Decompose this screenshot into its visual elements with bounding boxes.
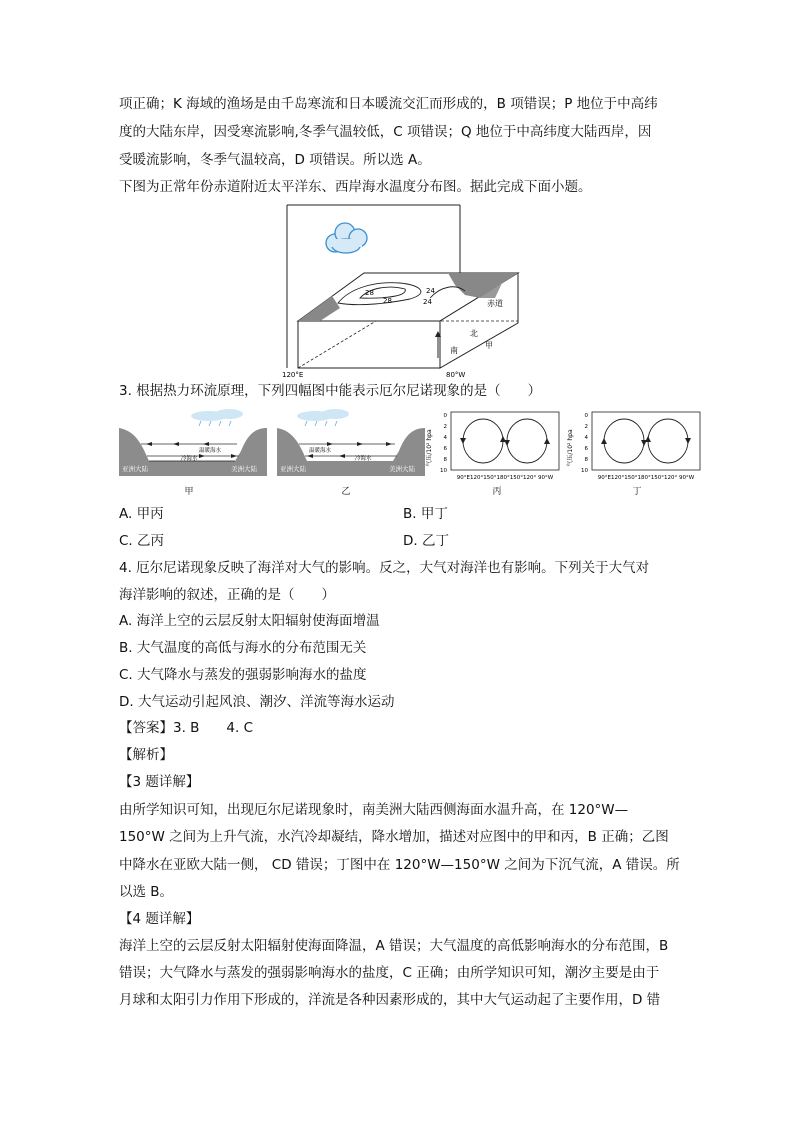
y-tick: 0 (443, 413, 447, 419)
y-tick: 0 (584, 413, 588, 419)
intro-line-1: 项正确；K 海域的渔场是由千岛寒流和日本暖流交汇而形成的，B 项错误；P 地位于中高纬 (119, 96, 658, 112)
caption-ding: 丁 (632, 487, 642, 497)
y-tick: 6 (443, 446, 447, 452)
analysis-heading: 【解析】 (119, 747, 173, 763)
answer-line: 【答案】3. B 4. C (119, 720, 254, 736)
america-label: 美洲大陆 (389, 465, 415, 473)
caption-bing: 丙 (492, 487, 502, 497)
x-ticks: 90°E120°150°180°150°120° 90°W (456, 475, 554, 480)
q4-option-a[interactable]: A. 海洋上空的云层反射太阳辐射使海面增温 (119, 613, 380, 629)
q4-stem-line-2: 海洋影响的叙述，正确的是（ ） (119, 587, 335, 603)
asia-label: 亚洲大陆 (122, 465, 148, 473)
detail-4-line-2: 错误；大气降水与蒸发的强弱影响海水的盐度，C 正确；由所学知识可知，潮汐主要是由于 (119, 965, 660, 981)
detail-3-heading: 【3 题详解】 (119, 774, 200, 790)
isotherm-label: 24 (423, 298, 432, 306)
q3-option-c[interactable]: C. 乙丙 (119, 533, 165, 549)
pressure-axis-label: 气压/10² hpa (426, 429, 433, 467)
detail-3-line-2: 150°W 之间为上升气流，水汽冷却凝结，降水增加，描述对应图中的甲和丙，B 正确；乙图 (119, 829, 669, 845)
q3-option-b[interactable]: B. 甲丁 (403, 506, 448, 522)
longitude-120e: 120°E (282, 371, 304, 378)
q4-option-d[interactable]: D. 大气运动引起风浪、潮汐、洋流等海水运动 (119, 694, 395, 710)
q3-option-a[interactable]: A. 甲丙 (119, 506, 164, 522)
detail-4-line-3: 月球和太阳引力作用下形成的，洋流是各种因素形成的，其中大气运动起了主要作用，D 错 (119, 992, 661, 1008)
cold-water-label: 冷海水 (181, 456, 198, 462)
detail-4-heading: 【4 题详解】 (119, 911, 200, 927)
q4-stem-line-1: 4. 厄尔尼诺现象反映了海洋对大气的影响。反之，大气对海洋也有影响。下列关于大气对 (119, 560, 650, 576)
y-tick: 2 (584, 424, 588, 430)
x-ticks: 90°E120°150°180°150°120° 90°W (597, 475, 695, 480)
y-tick: 10 (581, 468, 588, 474)
jia-label: 甲 (485, 341, 493, 350)
y-tick: 8 (443, 457, 447, 463)
q3-option-d[interactable]: D. 乙丁 (403, 533, 449, 549)
rain-cloud-icon (191, 409, 243, 426)
panel-bing (425, 408, 565, 480)
longitude-80w: 80°W (446, 371, 466, 378)
ocean-temperature-figure (280, 203, 550, 378)
y-tick: 4 (443, 435, 447, 441)
y-tick: 10 (440, 468, 447, 474)
detail-4-line-1: 海洋上空的云层反射太阳辐射使海面降温，A 错误；大气温度的高低影响海水的分布范围，B (119, 938, 669, 954)
detail-3-line-4: 以选 B。 (119, 884, 174, 900)
asia-label: 亚洲大陆 (280, 465, 306, 473)
warm-water-label: 温暖海水 (309, 448, 332, 454)
panel-ding (566, 408, 706, 480)
question-stem: 下图为正常年份赤道附近太平洋东、西岸海水温度分布图。据此完成下面小题。 (119, 179, 592, 195)
q4-option-c[interactable]: C. 大气降水与蒸发的强弱影响海水的盐度 (119, 667, 367, 683)
pressure-axis-label: 气压/10² hpa (567, 429, 574, 467)
cold-water-label: 冷海水 (355, 456, 372, 462)
equator-label: 赤道 (487, 299, 503, 308)
america-label: 美洲大陆 (231, 465, 257, 473)
south-label: 南 (450, 346, 458, 355)
warm-water-label: 温暖海水 (199, 448, 222, 454)
north-label: 北 (470, 329, 478, 338)
q4-option-b[interactable]: B. 大气温度的高低与海水的分布范围无关 (119, 640, 367, 656)
panel-jia (119, 406, 267, 484)
caption-yi: 乙 (341, 487, 351, 497)
panel-yi (277, 406, 425, 484)
isotherm-label: 24 (426, 287, 435, 295)
rain-cloud-icon (297, 409, 349, 426)
detail-3-line-1: 由所学知识可知，出现厄尔尼诺现象时，南美洲大陆西侧海面水温升高，在 120°W— (119, 802, 629, 818)
cloud-icon (326, 223, 367, 253)
q3-stem: 3. 根据热力环流原理，下列四幅图中能表示厄尔尼诺现象的是（ ） (119, 383, 542, 399)
y-tick: 2 (443, 424, 447, 430)
y-tick: 6 (584, 446, 588, 452)
detail-3-line-3: 中降水在亚欧大陆一侧， CD 错误；丁图中在 120°W—150°W 之间为下沉气流，A 错误。所 (119, 857, 680, 873)
y-tick: 8 (584, 457, 588, 463)
isotherm-label: 28 (365, 289, 374, 297)
y-tick: 4 (584, 435, 588, 441)
intro-line-3: 受暖流影响，冬季气温较高，D 项错误。所以选 A。 (119, 152, 431, 168)
isotherm-label: 28 (383, 297, 392, 305)
intro-line-2: 度的大陆东岸，因受寒流影响,冬季气温较低，C 项错误；Q 地位于中高纬度大陆西岸，因 (119, 124, 652, 140)
caption-jia: 甲 (184, 487, 194, 497)
